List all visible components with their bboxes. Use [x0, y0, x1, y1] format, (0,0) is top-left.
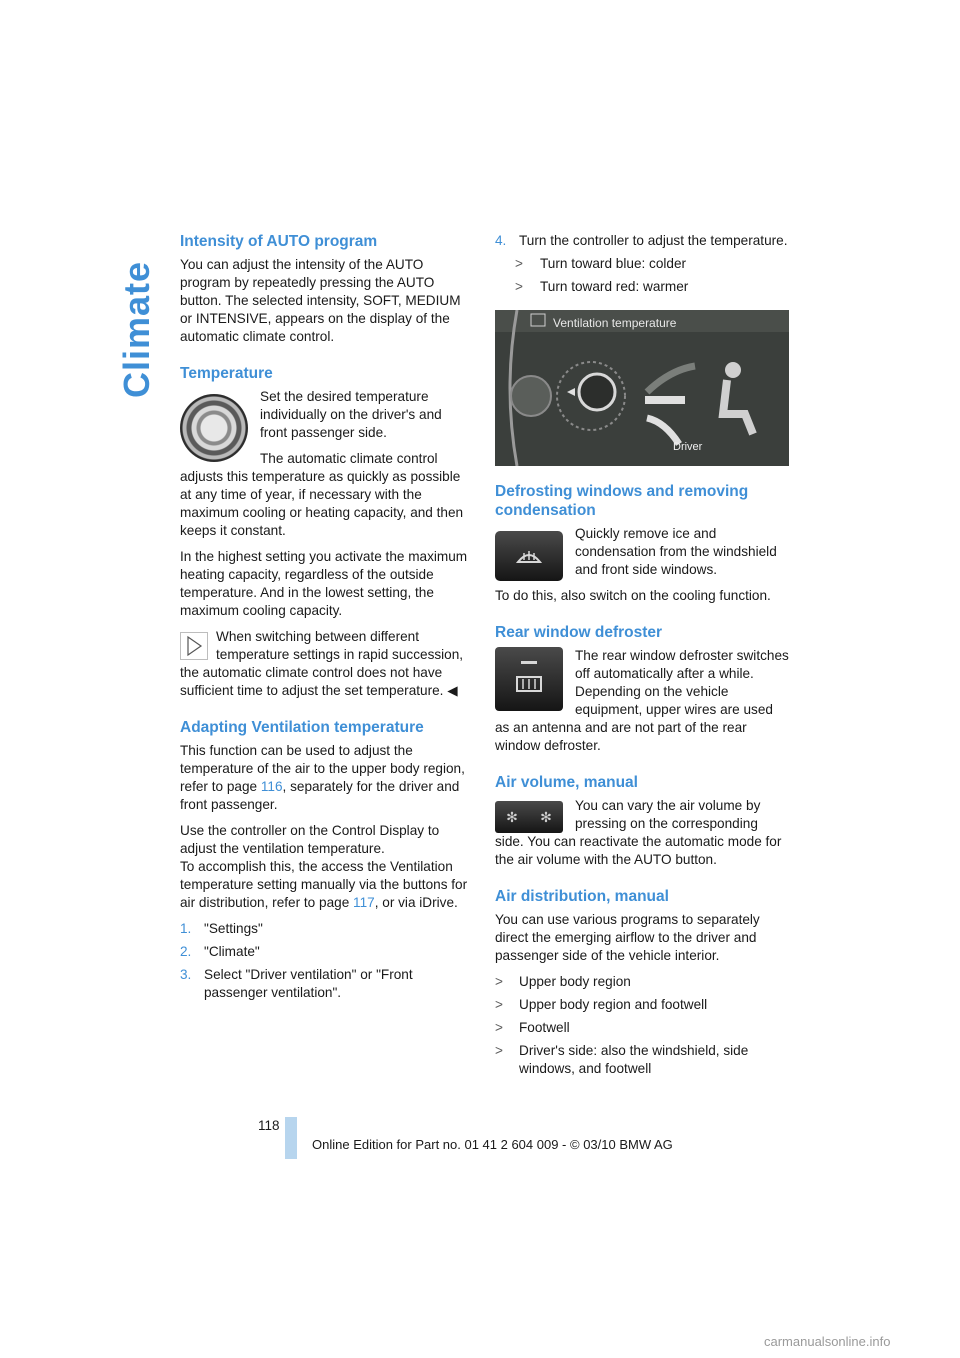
- temperature-note-text: When switching between different temperature settings in rapid succession, the automatic climate control does not have sufficient time to adjust the set temperature.: [180, 629, 464, 698]
- ventilation-text-1a: This function can be used to adjust the temperature of the air to the upper body region, refer to page: [180, 743, 465, 794]
- footer-edition-text: Online Edition for Part no. 01 41 2 604 009 - © 03/10 BMW AG: [312, 1137, 673, 1152]
- bullet-arrow-icon: >: [495, 1020, 503, 1035]
- ventilation-text-1: [180, 742, 472, 814]
- display-title: Ventilation temperature: [553, 316, 677, 330]
- temperature-text-3: In the highest setting you activate the maximum heating capacity, regardless of the outside temperature. And in the lowest setting, the maximum cooling capacity.: [180, 549, 468, 618]
- air-distribution-text: You can use various programs to separately direct the emerging airflow to the driver and passenger side of the vehicle interior.: [495, 912, 760, 963]
- note-end-icon: ◀: [447, 683, 458, 698]
- watermark: carmanualsonline.info: [764, 1334, 891, 1349]
- windshield-defrost-icon: [495, 531, 563, 581]
- fan-large-icon: ✻: [540, 809, 552, 825]
- display-driver-label: Driver: [673, 441, 703, 453]
- bullet-arrow-icon: >: [515, 256, 523, 271]
- ventilation-text-1b: , separately for the driver and front passenger.: [180, 779, 460, 812]
- step-item: [180, 966, 472, 1002]
- ventilation-text-3b: , or via iDrive.: [374, 895, 458, 910]
- temperature-note: [180, 628, 472, 700]
- right-column: [495, 232, 789, 1083]
- step-number: 4.: [495, 233, 507, 248]
- page-link-117[interactable]: 117: [353, 895, 375, 910]
- fan-buttons-icon: [495, 801, 563, 833]
- ventilation-steps: [180, 920, 472, 1002]
- step-text: Turn the controller to adjust the temperature.: [519, 233, 788, 248]
- list-item: [495, 973, 789, 991]
- list-item-text: Upper body region: [519, 974, 631, 989]
- defrost-button-figure: [495, 525, 563, 581]
- defrost-text-1: Quickly remove ice and condensation from the windshield and front side windows.: [575, 526, 777, 577]
- temperature-knob-figure: [180, 388, 248, 462]
- step-text: "Settings": [204, 921, 263, 936]
- list-item: [495, 1019, 789, 1037]
- temperature-text-2: The automatic climate control adjusts this temperature as quickly as possible at any time of year, if necessary with the maximum cooling or heating capacity, and then keeps it constant.: [180, 451, 464, 538]
- air-volume-text: You can vary the air volume by pressing on the corresponding side. You can reactivate the automatic mode for the air volume with the AUTO button.: [495, 798, 782, 867]
- note-triangle-icon: [180, 632, 208, 660]
- ventilation-text-3a: To accomplish this, the access the Ventilation temperature setting manually via the buttons for air distribution, refer to page: [180, 859, 468, 910]
- step-number: 3.: [180, 967, 192, 982]
- step-number: 1.: [180, 921, 192, 936]
- temperature-knob-icon: [180, 394, 248, 462]
- ventilation-text-2a: Use the controller on the Control Display to adjust the ventilation temperature.: [180, 823, 440, 856]
- chapter-tab: [112, 228, 157, 398]
- list-item-text: Upper body region and footwell: [519, 997, 708, 1012]
- rear-defrost-button-figure: [495, 647, 563, 711]
- air-distribution-list: [495, 973, 789, 1078]
- list-item: [495, 255, 789, 273]
- heading-defrosting: Defrosting windows and removing condensation: [495, 483, 749, 519]
- step-item: [180, 943, 472, 961]
- list-item: [495, 278, 789, 296]
- heading-air-distribution: Air distribution, manual: [495, 888, 669, 905]
- temperature-direction-list: [495, 255, 789, 296]
- display-graphic: [495, 310, 789, 466]
- list-item-text: Turn toward red: warmer: [540, 279, 689, 294]
- heading-temperature: Temperature: [180, 365, 273, 382]
- heading-air-volume: Air volume, manual: [495, 774, 638, 791]
- bullet-arrow-icon: >: [495, 997, 503, 1012]
- heading-rear-defroster: Rear window defroster: [495, 624, 663, 641]
- bullet-arrow-icon: >: [495, 1043, 503, 1058]
- page-number: 118: [258, 1118, 280, 1133]
- heading-auto-intensity: Intensity of AUTO program: [180, 233, 378, 250]
- auto-intensity-text: You can adjust the intensity of the AUTO program by repeatedly pressing the AUTO button. The selected intensity, SOFT, MEDIUM or INTENSIVE, appears on the display of the automatic climate control.: [180, 257, 461, 344]
- heading-ventilation-temperature: Adapting Ventilation temperature: [180, 719, 424, 736]
- temperature-text-1: Set the desired temperature individually on the driver's and front passenger side.: [260, 389, 442, 440]
- bullet-arrow-icon: >: [515, 279, 523, 294]
- rear-defroster-text: The rear window defroster switches off automatically after a while. Depending on the vehicle equipment, upper wires are used as an antenna and are not part of the rear window defroster.: [495, 648, 789, 753]
- list-item: [495, 996, 789, 1014]
- bullet-arrow-icon: >: [495, 974, 503, 989]
- step-text: "Climate": [204, 944, 260, 959]
- fan-small-icon: ✻: [506, 809, 518, 825]
- rear-window-defrost-icon: [495, 647, 563, 711]
- list-item-text: Turn toward blue: colder: [540, 256, 687, 271]
- control-display-screenshot: [495, 310, 789, 466]
- step-number: 2.: [180, 944, 192, 959]
- page-link-116[interactable]: 116: [260, 779, 283, 794]
- step-item: [495, 232, 789, 250]
- list-item-text: Driver's side: also the windshield, side windows, and footwell: [519, 1043, 749, 1076]
- step-text: Select "Driver ventilation" or "Front passenger ventilation".: [204, 967, 413, 1000]
- chapter-title: Climate: [116, 260, 157, 398]
- ventilation-steps-continued: [495, 232, 789, 250]
- step-item: [180, 920, 472, 938]
- defrost-text-2: To do this, also switch on the cooling function.: [495, 588, 771, 603]
- air-volume-button-figure: [495, 797, 563, 833]
- footer-accent-bar: [285, 1117, 297, 1159]
- list-item-text: Footwell: [519, 1020, 570, 1035]
- list-item: [495, 1042, 789, 1078]
- ventilation-text-2: [180, 822, 472, 912]
- left-column: [180, 232, 472, 1007]
